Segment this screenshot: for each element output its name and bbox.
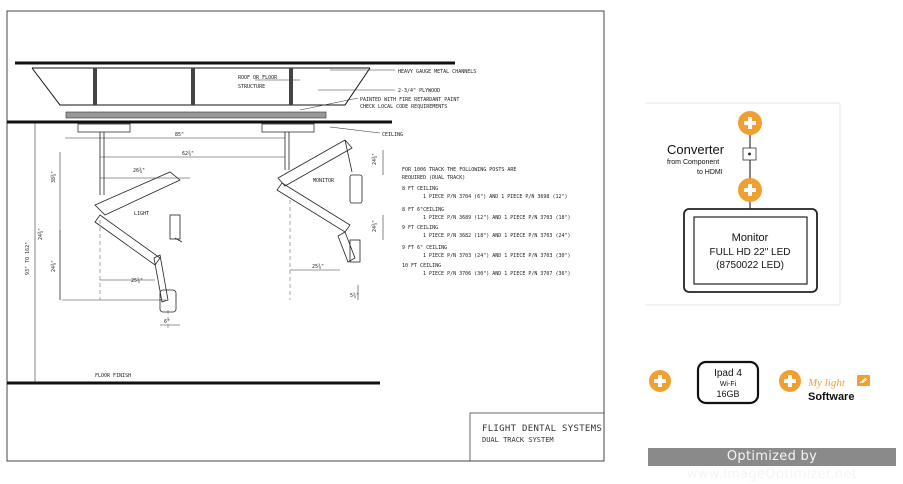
label-light: LIGHT <box>134 211 150 217</box>
note-line: 1 PIECE P/N 3706 (30") AND 1 PIECE P/N 3707 (36") <box>423 271 571 277</box>
label-channels: HEAVY GAUGE METAL CHANNELS <box>398 69 477 75</box>
ipad-line1: Ipad 4 <box>714 368 742 379</box>
label-paint1: PAINTED WITH FIRE RETARDANT PAINT <box>360 97 460 103</box>
converter-title: Converter <box>667 142 725 157</box>
dim-24b: 24¾" <box>372 152 378 165</box>
note-line: FOR 1006 TRACK THE FOLLOWING POSTS ARE <box>402 167 517 173</box>
monitor-line1: FULL HD 22" LED <box>709 247 791 258</box>
note-line: 9 FT CEILING <box>402 225 439 231</box>
note-line: 8 FT 6"CEILING <box>402 207 445 213</box>
plywood <box>66 112 326 118</box>
monitor-title: Monitor <box>731 232 769 244</box>
light-arm <box>95 132 185 312</box>
watermark: Optimized by www.ImageOptimizer.net <box>648 448 896 466</box>
note-line: 1 PIECE P/N 3682 (18") AND 1 PIECE P/N 3703 (24") <box>423 233 571 239</box>
note-line: 9 FT 6" CEILING <box>402 245 448 251</box>
dim-26: 26¾" <box>133 168 146 174</box>
dim-93-162: 93" TO 162" <box>25 241 31 275</box>
mylight-brand: My light <box>808 377 845 389</box>
plus-icon <box>738 111 762 135</box>
dim-38: 38¾" <box>51 170 57 183</box>
dim-24c: 24¾" <box>372 219 378 232</box>
note-line: REQUIRED (DUAL TRACK) <box>402 175 466 181</box>
dim-54: 5¾" <box>350 293 360 299</box>
title-block-title: FLIGHT DENTAL SYSTEMS <box>482 424 603 434</box>
dim-6: 6" <box>164 319 171 325</box>
label-ceiling: CEILING <box>382 132 404 138</box>
label-floor: FLOOR FINISH <box>95 373 132 379</box>
label-roof: ROOF OR FLOOR <box>238 75 278 81</box>
converter-line2: to HDMI <box>697 169 723 176</box>
label-structure: STRUCTURE <box>238 84 266 90</box>
title-block-subtitle: DUAL TRACK SYSTEM <box>482 436 554 444</box>
note-line: 1 PIECE P/N 3703 (24") AND 1 PIECE P/N 3703 (30") <box>423 253 571 259</box>
plus-icon <box>649 370 671 392</box>
plus-icon <box>738 178 762 202</box>
plus-icon <box>779 370 801 392</box>
hardware-panel <box>645 103 870 403</box>
note-line: 1 PIECE P/N 3689 (12") AND 1 PIECE P/N 3703 (18") <box>423 215 571 221</box>
note-line: 1 PIECE P/N 3704 (6") AND 1 PIECE P/N 3698 (12") <box>423 194 568 200</box>
mylight-logo-icon <box>857 375 870 386</box>
dim-85: 85" <box>175 132 185 138</box>
dim-62: 62¾" <box>182 151 195 157</box>
dim-25: 25¾" <box>131 278 144 284</box>
dim-24d: 24¾" <box>38 227 44 240</box>
note-line: 10 FT CEILING <box>402 263 442 269</box>
label-paint2: CHECK LOCAL CODE REQUIREMENTS <box>360 104 448 110</box>
label-monitor: MONITOR <box>313 178 335 184</box>
dim-24a: 24¾" <box>51 259 57 272</box>
dim-25b: 25¾" <box>312 264 325 270</box>
part-notes <box>402 167 571 277</box>
converter-line1: from Component <box>667 159 720 166</box>
monitor-line2: (8750022 LED) <box>716 260 784 271</box>
note-line: 8 FT CEILING <box>402 186 439 192</box>
mylight-software: Software <box>808 391 855 403</box>
ipad-line2: Wi-Fi <box>719 381 737 388</box>
ipad-line3: 16GB <box>716 389 740 399</box>
label-plywood: 2-3/4" PLYWOOD <box>398 88 441 94</box>
